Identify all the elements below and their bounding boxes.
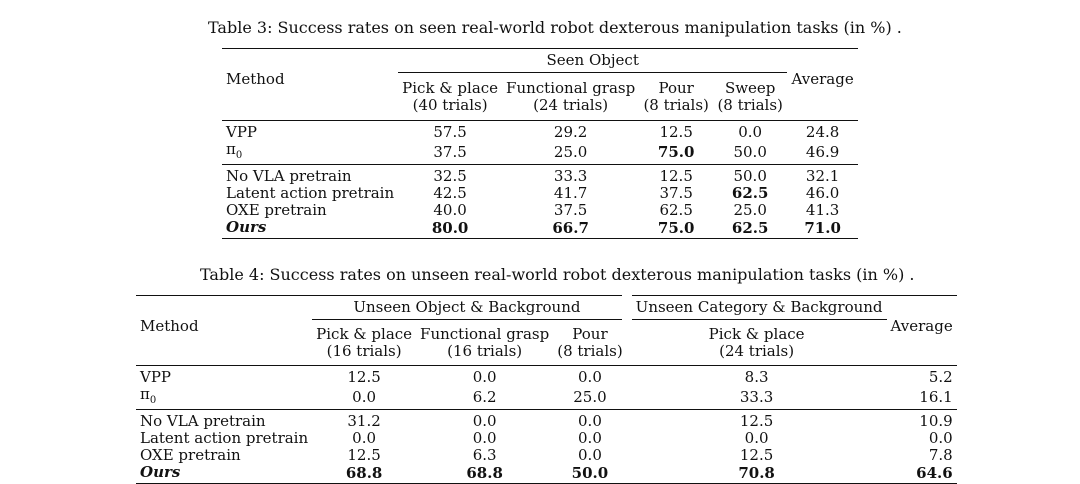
value-cell: 25.0 (573, 388, 607, 406)
table-row (136, 386, 957, 410)
table3 (222, 48, 858, 239)
t3-col-header: Sweep (8 trials) (717, 78, 783, 114)
value-cell: 31.2 (347, 412, 381, 430)
t3-col-header: Functional grasp (24 trials) (506, 78, 636, 114)
t3-col-header: Pick & place (40 trials) (402, 78, 499, 114)
value-cell: 62.5 (659, 201, 693, 219)
t4-col-header: Pour (8 trials) (557, 324, 623, 360)
value-cell: 12.5 (659, 167, 693, 185)
method-cell: $\pi_0$ (140, 385, 157, 406)
value-cell: 0.0 (352, 388, 377, 406)
t3-average-header: Average (791, 70, 854, 88)
value-cell: 37.5 (433, 143, 467, 161)
t4-col-header: Pick & place (16 trials) (316, 324, 413, 360)
t4-col-header: Functional grasp (16 trials) (420, 324, 550, 360)
value-cell: 33.3 (739, 388, 774, 406)
table-row (136, 447, 957, 464)
table-row (136, 410, 957, 431)
value-cell: 29.2 (553, 123, 588, 141)
value-cell: 0.0 (738, 123, 763, 141)
value-cell: 12.5 (347, 368, 381, 386)
value-cell: 50.0 (571, 464, 609, 482)
value-cell: 50.0 (733, 143, 767, 161)
method-cell: Ours (226, 218, 267, 236)
table4 (136, 295, 957, 484)
value-cell: 68.8 (345, 464, 383, 482)
value-cell: 0.0 (472, 368, 497, 386)
value-cell: 12.5 (739, 446, 774, 464)
value-cell: 12.5 (347, 446, 381, 464)
value-cell: 25.0 (553, 143, 588, 161)
value-cell: 37.5 (659, 184, 693, 202)
t4-method-header: Method (140, 317, 199, 335)
value-cell: 32.5 (433, 167, 467, 185)
value-cell: 42.5 (433, 184, 467, 202)
value-cell: 0.0 (578, 446, 602, 464)
t3-group-header: Seen Object (398, 49, 787, 73)
value-cell: 7.8 (928, 446, 953, 464)
value-cell: 46.0 (805, 184, 840, 202)
method-cell: Latent action pretrain (226, 184, 395, 202)
value-cell: 46.9 (805, 143, 840, 161)
table-row (136, 464, 957, 484)
t3-method-header: Method (226, 70, 285, 88)
table-row (222, 219, 858, 239)
t3-col-header: Pour (8 trials) (643, 78, 709, 114)
method-cell: $\pi_0$ (226, 140, 243, 161)
value-cell: 16.1 (919, 388, 953, 406)
value-cell: 62.5 (731, 219, 769, 237)
value-cell: 12.5 (659, 123, 693, 141)
value-cell: 24.8 (805, 123, 840, 141)
value-cell: 50.0 (733, 167, 767, 185)
method-cell: VPP (226, 123, 258, 141)
t4-group2-header: Unseen Category & Background (627, 296, 887, 320)
value-cell: 41.7 (553, 184, 588, 202)
table3-caption: Table 3: Success rates on seen real-world robot dexterous manipulation tasks (in %) . (208, 18, 902, 37)
value-cell: 10.9 (919, 412, 953, 430)
method-cell: OXE pretrain (226, 201, 327, 219)
table-row (222, 121, 858, 142)
value-cell: 12.5 (739, 412, 774, 430)
value-cell: 75.0 (657, 219, 695, 237)
method-cell: Latent action pretrain (140, 429, 309, 447)
value-cell: 0.0 (578, 368, 602, 386)
value-cell: 0.0 (472, 412, 497, 430)
value-cell: 6.3 (472, 446, 497, 464)
value-cell: 62.5 (731, 184, 769, 202)
value-cell: 57.5 (433, 123, 467, 141)
method-cell: No VLA pretrain (226, 167, 352, 185)
value-cell: 0.0 (578, 429, 602, 447)
value-cell: 70.8 (738, 464, 775, 482)
table-row (136, 366, 957, 387)
t4-group1-header: Unseen Object & Background (312, 296, 627, 320)
value-cell: 5.2 (928, 368, 953, 386)
value-cell: 68.8 (466, 464, 503, 482)
method-cell: Ours (140, 463, 181, 481)
table-row (222, 165, 858, 186)
t4-col-header: Pick & place (24 trials) (708, 324, 805, 360)
table4-caption: Table 4: Success rates on unseen real-world robot dexterous manipulation tasks (in %) . (200, 265, 915, 284)
value-cell: 25.0 (733, 201, 767, 219)
value-cell: 41.3 (805, 201, 840, 219)
value-cell: 0.0 (744, 429, 769, 447)
method-cell: OXE pretrain (140, 446, 241, 464)
value-cell: 0.0 (578, 412, 602, 430)
value-cell: 0.0 (472, 429, 497, 447)
value-cell: 6.2 (472, 388, 497, 406)
value-cell: 0.0 (352, 429, 377, 447)
value-cell: 66.7 (552, 219, 589, 237)
t4-average-header: Average (890, 317, 953, 335)
method-cell: No VLA pretrain (140, 412, 266, 430)
table-row (136, 430, 957, 447)
table-row (222, 185, 858, 202)
value-cell: 75.0 (657, 143, 695, 161)
method-cell: VPP (140, 368, 172, 386)
value-cell: 80.0 (431, 219, 469, 237)
value-cell: 8.3 (744, 368, 769, 386)
table-row (222, 202, 858, 219)
table-row (222, 141, 858, 165)
value-cell: 33.3 (553, 167, 588, 185)
value-cell: 71.0 (804, 219, 841, 237)
value-cell: 32.1 (805, 167, 840, 185)
value-cell: 40.0 (433, 201, 467, 219)
value-cell: 0.0 (928, 429, 953, 447)
value-cell: 37.5 (553, 201, 588, 219)
value-cell: 64.6 (916, 464, 953, 482)
